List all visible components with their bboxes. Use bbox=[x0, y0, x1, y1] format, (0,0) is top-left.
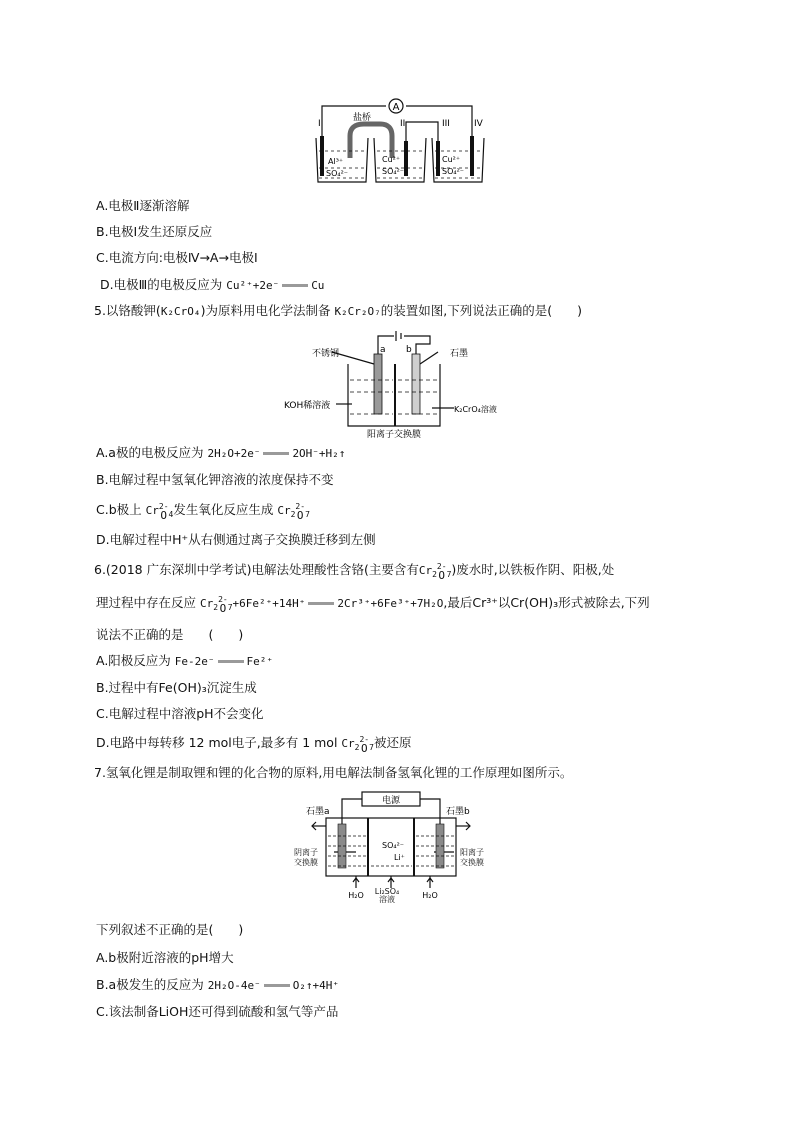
q5-stem-post: 的装置如图,下列说法正确的是( ) bbox=[380, 303, 583, 318]
q6-option-a-text: A.阳极反应为 bbox=[96, 653, 171, 668]
q5-option-b: B.电解过程中氢氧化钾溶液的浓度保持不变 bbox=[96, 472, 334, 487]
electrode-label-1: I bbox=[318, 119, 321, 129]
electrode-label-3: III bbox=[442, 119, 450, 129]
water-inlet-right: H₂O bbox=[422, 891, 438, 900]
q6-line3: 说法不正确的是 ( ) bbox=[96, 627, 244, 642]
q6-line2-pre: 理过程中存在反应 bbox=[96, 595, 197, 610]
q4-option-d-right: Cu bbox=[311, 279, 325, 292]
graphite-label: 石墨 bbox=[450, 349, 469, 359]
electrode-b-label: b bbox=[406, 345, 412, 355]
dichromate-ion: $Cr_2$ 2- O $_7$ bbox=[200, 595, 233, 615]
equals-sign-icon bbox=[264, 984, 290, 987]
q6-stem bbox=[94, 562, 614, 583]
q7-option-b-right: O₂↑+4H⁺ bbox=[292, 979, 340, 992]
q7-option-b bbox=[96, 977, 339, 994]
koh-solution-label: KOH稀溶液 bbox=[284, 401, 331, 411]
anion-membrane-label: 阴离子交换膜 bbox=[294, 848, 318, 867]
q6-line2-products: 2Cr³⁺+6Fe³⁺+7H₂O bbox=[337, 597, 444, 610]
q5-stem bbox=[94, 303, 582, 320]
graphite-b-label: 石墨b bbox=[446, 807, 470, 817]
water-inlet-left: H₂O bbox=[348, 891, 364, 900]
q4-option-d bbox=[100, 277, 324, 294]
q5-option-c-pre: C.b极上 bbox=[96, 502, 142, 517]
q6-option-a-right: Fe²⁺ bbox=[246, 655, 274, 668]
chromate-ion: Cr 2- O $_4$ bbox=[145, 502, 174, 522]
electrode-label-2: II bbox=[400, 119, 406, 129]
equals-sign-icon bbox=[218, 660, 244, 663]
q5-option-d: D.电解过程中H⁺从右侧通过离子交换膜迁移到左侧 bbox=[96, 532, 376, 547]
q5-stem-reactant: K₂CrO₄ bbox=[160, 305, 201, 318]
q7-option-b-text: B.a极发生的反应为 bbox=[96, 977, 204, 992]
q4-option-c: C.电流方向:电极Ⅳ→A→电极Ⅰ bbox=[96, 250, 258, 265]
beaker3-ion-1: Cu²⁺ bbox=[442, 155, 461, 164]
q6-line2-reactants: +6Fe²⁺+14H⁺ bbox=[232, 597, 306, 610]
electrode-label-4: IV bbox=[474, 119, 483, 129]
electrolysis-cell-figure bbox=[282, 330, 512, 438]
q7-option-c: C.该法制备LiOH还可得到硫酸和氢气等产品 bbox=[96, 1004, 339, 1019]
q6-option-d-post: 被还原 bbox=[373, 735, 412, 750]
equals-sign-icon bbox=[282, 284, 308, 287]
q7-stem: 7.氢氧化锂是制取锂和锂的化合物的原料,用电解法制备氢氧化锂的工作原理如图所示。 bbox=[94, 765, 573, 780]
q6-option-b: B.过程中有Fe(OH)₃沉淀生成 bbox=[96, 680, 257, 695]
k2cro4-solution-label: K₂CrO₄溶液 bbox=[454, 405, 497, 414]
cation-membrane-label: 阳离子交换膜 bbox=[460, 848, 484, 867]
q6-option-a-left: Fe-2e⁻ bbox=[174, 655, 215, 668]
q5-option-a-right: 2OH⁻+H₂↑ bbox=[292, 447, 346, 460]
q4-option-d-text: D.电极Ⅲ的电极反应为 bbox=[100, 277, 223, 292]
lithium-ion-label: Li⁺ bbox=[394, 853, 405, 862]
q5-option-a-left: 2H₂O+2e⁻ bbox=[207, 447, 261, 460]
q7-option-b-left: 2H₂O-4e⁻ bbox=[207, 979, 261, 992]
equals-sign-icon bbox=[308, 602, 334, 605]
q6-stem-post: )废水时,以铁板作阴、阳极,处 bbox=[451, 562, 615, 577]
sulfate-ion-label: SO₄²⁻ bbox=[382, 841, 405, 850]
q5-option-c bbox=[96, 502, 310, 523]
q6-option-c: C.电解过程中溶液pH不会变化 bbox=[96, 706, 264, 721]
q4-option-a: A.电极Ⅱ逐渐溶解 bbox=[96, 198, 190, 213]
dichromate-ion: $Cr_2$ 2- O $_7$ bbox=[277, 502, 310, 522]
q5-option-a-text: A.a极的电极反应为 bbox=[96, 445, 204, 460]
q5-option-c-mid: 发生氧化反应生成 bbox=[173, 502, 274, 517]
q6-option-d-pre: D.电路中每转移 12 mol电子,最多有 1 mol bbox=[96, 735, 338, 750]
q7-option-a: A.b极附近溶液的pH增大 bbox=[96, 950, 234, 965]
q5-stem-pre: 5.以铬酸钾( bbox=[94, 303, 161, 318]
galvanic-cell-figure bbox=[314, 96, 494, 188]
beaker2-ion-2: SO₄²⁻ bbox=[382, 167, 405, 176]
power-source-label: 电源 bbox=[381, 796, 401, 806]
ammeter-label: A bbox=[392, 102, 400, 113]
q7-question: 下列叙述不正确的是( ) bbox=[96, 922, 244, 937]
li2so4-inlet: Li₂SO₄溶液 bbox=[374, 888, 400, 904]
salt-bridge-label: 盐桥 bbox=[352, 113, 372, 123]
q6-stem-pre: 6.(2018 广东深圳中学考试)电解法处理酸性含铬(主要含有 bbox=[94, 562, 419, 577]
electrode-a-label: a bbox=[380, 345, 386, 355]
dichromate-ion: $Cr_2$ 2- O $_7$ bbox=[341, 735, 374, 755]
q4-option-d-left: Cu²⁺+2e⁻ bbox=[226, 279, 280, 292]
graphite-a-label: 石墨a bbox=[306, 807, 330, 817]
q6-line2 bbox=[96, 595, 650, 616]
beaker1-ion-2: SO₄²⁻ bbox=[326, 169, 349, 178]
q5-option-a bbox=[96, 445, 345, 462]
q6-line2-post: ,最后Cr³⁺以Cr(OH)₃形式被除去,下列 bbox=[443, 595, 650, 610]
membrane-label: 阳离子交换膜 bbox=[366, 430, 422, 438]
dichromate-ion: $Cr_2$ 2- O $_7$ bbox=[418, 562, 452, 582]
q5-stem-product: K₂Cr₂O₇ bbox=[334, 305, 381, 318]
q5-stem-mid: )为原料用电化学法制备 bbox=[200, 303, 331, 318]
stainless-steel-label: 不锈钢 bbox=[312, 349, 340, 359]
q6-option-d bbox=[96, 735, 411, 756]
q4-option-b: B.电极Ⅰ发生还原反应 bbox=[96, 224, 213, 239]
beaker2-ion-1: Cu²⁺ bbox=[382, 155, 401, 164]
equals-sign-icon bbox=[263, 452, 289, 455]
lioh-electrolysis-figure bbox=[294, 790, 504, 904]
beaker1-ion-1: Al³⁺ bbox=[328, 157, 344, 166]
q6-option-a bbox=[96, 653, 273, 670]
beaker3-ion-2: SO₄²⁻ bbox=[442, 167, 465, 176]
